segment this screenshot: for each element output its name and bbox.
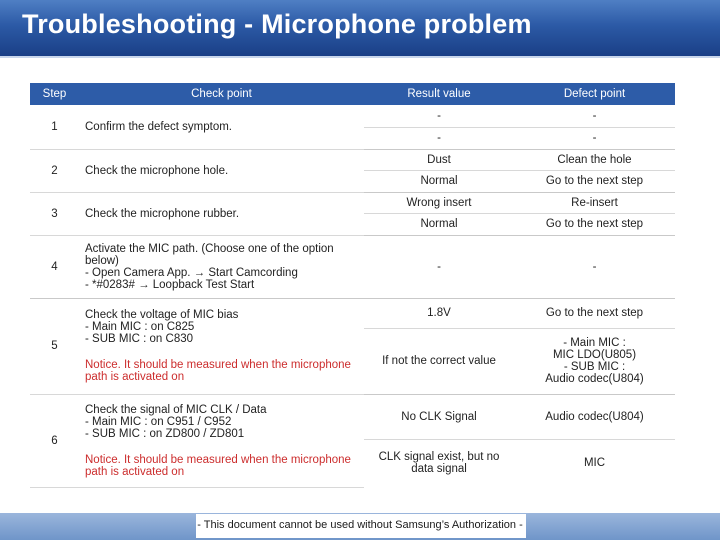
defect-point: - bbox=[514, 127, 675, 149]
check-line: - SUB MIC : on C830 bbox=[85, 333, 194, 345]
result-value: - bbox=[364, 235, 514, 298]
col-header-defect-point: Defect point bbox=[514, 83, 675, 105]
result-value: - bbox=[364, 105, 514, 127]
defect-point: Audio codec(U804) bbox=[514, 394, 675, 439]
table-row bbox=[30, 105, 675, 127]
result-value: Wrong insert bbox=[364, 192, 514, 213]
defect-point: Go to the next step bbox=[514, 213, 675, 235]
defect-line: - SUB MIC : bbox=[563, 361, 626, 373]
defect-line: MIC LDO(U805) bbox=[552, 349, 637, 361]
check-point: Check the microphone rubber. bbox=[79, 192, 364, 235]
defect-point: - bbox=[514, 105, 675, 127]
check-line: - Main MIC : on C825 bbox=[85, 321, 195, 333]
check-line: Check the voltage of MIC bias bbox=[85, 309, 239, 321]
result-value: Normal bbox=[364, 213, 514, 235]
table-row bbox=[30, 149, 675, 170]
table-header-row bbox=[30, 83, 675, 105]
col-header-step: Step bbox=[30, 83, 79, 105]
check-line: Activate the MIC path. (Choose one of the option below) bbox=[85, 242, 334, 267]
defect-point bbox=[514, 328, 675, 394]
table-row bbox=[30, 298, 675, 328]
page-title: Troubleshooting - Microphone problem bbox=[22, 9, 532, 39]
table-row bbox=[30, 192, 675, 213]
notice-text: Notice. It should be measured when the microphone path is activated on bbox=[85, 453, 351, 478]
result-value: If not the correct value bbox=[364, 328, 514, 394]
check-point bbox=[79, 298, 364, 394]
col-header-result-value: Result value bbox=[364, 83, 514, 105]
result-value: CLK signal exist, but no data signal bbox=[378, 451, 500, 476]
defect-point: Clean the hole bbox=[514, 149, 675, 170]
check-line: Check the signal of MIC CLK / Data bbox=[85, 403, 267, 416]
step-number: 3 bbox=[30, 192, 79, 235]
result-value: 1.8V bbox=[364, 298, 514, 328]
step-number: 4 bbox=[30, 235, 79, 298]
step-number: 2 bbox=[30, 149, 79, 192]
footer-notice: - This document cannot be used without Samsung’s Authorization - bbox=[197, 519, 523, 531]
table-row bbox=[30, 394, 675, 439]
check-line: - SUB MIC : on ZD800 / ZD801 bbox=[85, 427, 245, 440]
check-line: - Main MIC : on C951 / C952 bbox=[85, 415, 232, 428]
step-number: 5 bbox=[30, 298, 79, 394]
defect-line: - Main MIC : bbox=[563, 337, 626, 349]
check-line: - *#0283# → Loopback Test Start bbox=[85, 278, 255, 291]
defect-point: - bbox=[514, 235, 675, 298]
check-line: - Open Camera App. → Start Camcording bbox=[85, 266, 298, 279]
check-point: Confirm the defect symptom. bbox=[79, 105, 364, 149]
title-divider bbox=[0, 56, 720, 58]
notice-text: Notice. It should be measured when the microphone path is activated on bbox=[85, 359, 351, 383]
check-point bbox=[79, 235, 364, 298]
result-value: Normal bbox=[364, 170, 514, 192]
check-point bbox=[79, 394, 364, 487]
troubleshooting-table bbox=[30, 83, 675, 488]
step-number: 1 bbox=[30, 105, 79, 149]
result-value: Dust bbox=[364, 149, 514, 170]
defect-line: Audio codec(U804) bbox=[545, 373, 644, 385]
table-row bbox=[30, 235, 675, 298]
result-value: No CLK Signal bbox=[364, 394, 514, 439]
defect-point: MIC bbox=[583, 457, 606, 470]
check-point: Check the microphone hole. bbox=[79, 149, 364, 192]
defect-point: Go to the next step bbox=[514, 298, 675, 328]
defect-point: Go to the next step bbox=[514, 170, 675, 192]
result-value: - bbox=[364, 127, 514, 149]
step-number: 6 bbox=[30, 394, 79, 487]
col-header-check-point: Check point bbox=[79, 83, 364, 105]
defect-point: Re-insert bbox=[514, 192, 675, 213]
